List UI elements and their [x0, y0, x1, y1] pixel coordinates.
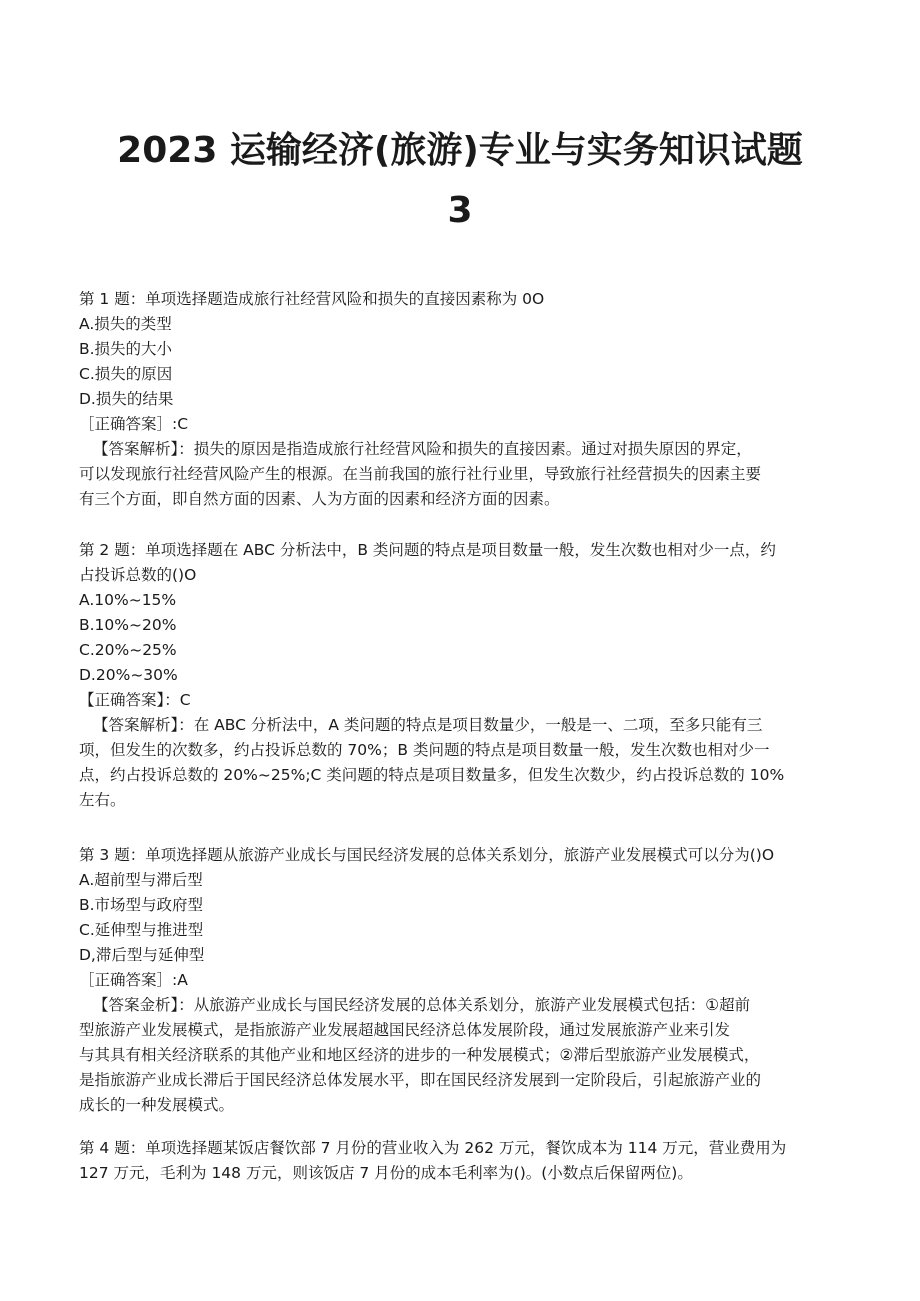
- correct-answer: ［正确答案］:C: [79, 415, 189, 433]
- option-a: A.10%~15%: [79, 591, 177, 609]
- answer-analysis: 与其具有相关经济联系的其他产业和地区经济的进步的一种发展模式；②滞后型旅游产业发展模式，: [79, 1046, 760, 1064]
- answer-analysis: 左右。: [79, 791, 126, 809]
- option-d: D.20%~30%: [79, 666, 178, 684]
- question-stem: 第 1 题：单项选择题造成旅行社经营风险和损失的直接因素称为 0O: [79, 290, 545, 308]
- question-2: [79, 538, 839, 813]
- document-title-number: 3: [447, 190, 473, 231]
- answer-analysis: 有三个方面，即自然方面的因素、人为方面的因素和经济方面的因素。: [79, 490, 560, 508]
- question-stem: 占投诉总数的()O: [79, 566, 197, 584]
- document-title: 2023 运输经济(旅游)专业与实务知识试题: [117, 130, 803, 171]
- option-d: D.损失的结果: [79, 390, 174, 408]
- option-d: D,滞后型与延伸型: [79, 946, 205, 964]
- answer-analysis: 【答案解析】：损失的原因是指造成旅行社经营风险和损失的直接因素。通过对损失原因的界定，: [93, 440, 752, 458]
- option-a: A.损失的类型: [79, 315, 172, 333]
- option-a: A.超前型与滞后型: [79, 871, 203, 889]
- answer-analysis: 是指旅游产业成长滞后于国民经济总体发展水平，即在国民经济发展到一定阶段后，引起旅游产业的: [79, 1071, 762, 1089]
- correct-answer: ［正确答案］:A: [79, 971, 188, 989]
- question-stem: 第 4 题：单项选择题某饭店餐饮部 7 月份的营业收入为 262 万元，餐饮成本为 114 万元，营业费用为: [79, 1139, 787, 1157]
- question-3: [79, 843, 839, 1118]
- answer-analysis: 型旅游产业发展模式，是指旅游产业发展超越国民经济总体发展阶段，通过发展旅游产业来引发: [79, 1021, 731, 1039]
- option-c: C.延伸型与推进型: [79, 921, 204, 939]
- option-b: B.损失的大小: [79, 340, 173, 358]
- answer-analysis: 可以发现旅行社经营风险产生的根源。在当前我国的旅行社行业里，导致旅行社经营损失的因素主要: [79, 465, 762, 483]
- answer-analysis: 成长的一种发展模式。: [79, 1096, 235, 1114]
- question-1: [79, 287, 839, 512]
- option-c: C.损失的原因: [79, 365, 173, 383]
- question-stem: 第 3 题：单项选择题从旅游产业成长与国民经济发展的总体关系划分，旅游产业发展模式可以分为()O: [79, 846, 775, 864]
- correct-answer: 【正确答案】：C: [79, 691, 191, 709]
- question-stem: 127 万元，毛利为 148 万元，则该饭店 7 月份的成本毛利率为()。(小数点后保留两位)。: [79, 1164, 693, 1182]
- answer-analysis: 点，约占投诉总数的 20%~25%;C 类问题的特点是项目数量多，但发生次数少，约占投诉总数的 10%: [79, 766, 785, 784]
- answer-analysis: 【答案解析】：在 ABC 分析法中，A 类问题的特点是项目数量少，一般是一、二项，至多只能有三: [93, 716, 763, 734]
- question-stem: 第 2 题：单项选择题在 ABC 分析法中，B 类问题的特点是项目数量一般，发生次数也相对少一点，约: [79, 541, 776, 559]
- option-b: B.市场型与政府型: [79, 896, 204, 914]
- question-4: [79, 1136, 839, 1186]
- answer-analysis: 【答案金析】：从旅游产业成长与国民经济发展的总体关系划分，旅游产业发展模式包括：①超前: [93, 996, 751, 1014]
- answer-analysis: 项，但发生的次数多，约占投诉总数的 70%；B 类问题的特点是项目数量一般，发生次数也相对少一: [79, 741, 770, 759]
- option-b: B.10%~20%: [79, 616, 177, 634]
- option-c: C.20%~25%: [79, 641, 177, 659]
